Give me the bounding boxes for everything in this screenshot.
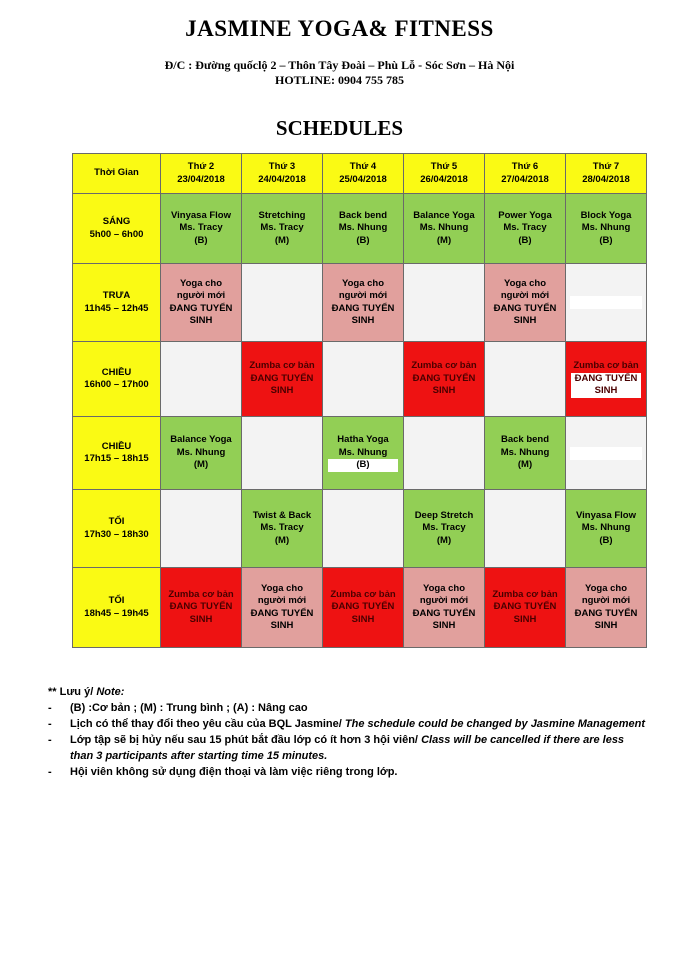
class-line: (M)	[193, 459, 209, 471]
class-line: Yoga cho	[179, 277, 223, 289]
empty-cell	[404, 417, 485, 490]
class-cell	[566, 342, 647, 417]
class-line: Ms. Tracy	[179, 222, 223, 234]
class-line: ĐANG TUYỂN	[412, 372, 476, 384]
class-line: SINH	[270, 620, 294, 631]
blank-strip	[570, 447, 642, 460]
class-line: Ms. Nhung	[338, 446, 388, 458]
class-line: Zumba cơ bản	[168, 588, 234, 600]
class-line: Vinyasa Flow	[170, 209, 231, 221]
class-line: Yoga cho	[341, 277, 385, 289]
note-item: - Lịch có thể thay đổi theo yêu cầu của BQL Jasmine/ The schedule could be changed by Jasmine Management	[48, 718, 646, 730]
class-line: (B)	[328, 459, 398, 472]
class-line: người mới	[338, 290, 388, 301]
time-slot: TRƯA 11h45 – 12h45	[73, 264, 161, 342]
class-line: ĐANG TUYỂN	[574, 607, 638, 619]
class-line: Vinyasa Flow	[575, 509, 636, 521]
class-line: Balance Yoga	[170, 434, 232, 446]
class-line: ĐANG TUYỂN	[250, 607, 314, 619]
class-line: Yoga cho	[503, 277, 547, 289]
empty-cell	[323, 490, 404, 568]
class-line: Ms. Tracy	[503, 222, 547, 234]
class-cell	[161, 568, 242, 648]
class-cell	[242, 194, 323, 264]
note-item: - Lớp tập sẽ bị hủy nếu sau 15 phút bắt đầu lớp có ít hơn 3 hội viên/ Class will be cancelled if there are less than 3 participants after starting time 15 minutes.	[48, 734, 625, 762]
day-header: Thứ 4 25/04/2018	[323, 154, 404, 194]
hotline: HOTLINE: 0904 755 785	[274, 73, 404, 87]
class-line: (B)	[194, 234, 208, 246]
class-line: Zumba cơ bản	[249, 360, 315, 372]
class-line: Ms. Nhung	[176, 446, 226, 458]
class-line: SINH	[270, 385, 294, 397]
class-line: người mới	[176, 290, 226, 301]
note-item: - Hội viên không sử dụng điện thoại và làm việc riêng trong lớp.	[48, 766, 398, 778]
class-line: SINH	[189, 613, 213, 625]
class-line: Back bend	[500, 434, 550, 446]
class-cell	[323, 264, 404, 342]
notes-heading: ** Lưu ý/ Note:	[48, 686, 125, 698]
day-header: Thứ 5 26/04/2018	[404, 154, 485, 194]
class-line: ĐANG TUYỂN	[412, 607, 476, 619]
class-line: (B)	[599, 534, 613, 546]
class-line: (B)	[356, 234, 370, 246]
class-cell	[404, 342, 485, 417]
class-line: Power Yoga	[498, 209, 552, 221]
class-line: Ms. Tracy	[260, 522, 304, 534]
day-header: Thứ 7 28/04/2018	[566, 154, 647, 194]
class-cell	[404, 568, 485, 648]
class-cell	[161, 417, 242, 490]
address: Đ/C : Đường quốclộ 2 – Thôn Tây Đoài – Phù Lỗ - Sóc Sơn – Hà Nội	[164, 58, 515, 72]
class-line: (M)	[436, 534, 452, 546]
empty-cell	[242, 264, 323, 342]
class-cell	[242, 342, 323, 417]
note-item: - (B) :Cơ bản ; (M) : Trung bình ; (A) : Nâng cao	[48, 702, 308, 714]
blank-strip	[570, 296, 642, 309]
class-cell	[242, 568, 323, 648]
class-line: ĐANG TUYỂN	[331, 302, 395, 314]
class-line: người mới	[581, 595, 631, 606]
class-line: SINH	[513, 315, 537, 326]
schedules-heading: SCHEDULES	[275, 116, 404, 140]
class-cell	[242, 490, 323, 568]
class-line: (M)	[517, 459, 533, 471]
class-line: Stretching	[258, 209, 306, 221]
class-line: SINH	[432, 620, 456, 631]
class-line: ĐANG TUYỂN	[571, 373, 641, 386]
class-cell	[485, 568, 566, 648]
class-line: Zumba cơ bản	[330, 588, 396, 600]
empty-cell	[161, 342, 242, 417]
class-cell	[161, 194, 242, 264]
class-line: SINH	[594, 620, 618, 631]
day-header: Thứ 3 24/04/2018	[242, 154, 323, 194]
class-cell	[566, 568, 647, 648]
class-line: ĐANG TUYỂN	[169, 601, 233, 613]
class-cell	[161, 264, 242, 342]
class-line: người mới	[257, 595, 307, 606]
empty-cell	[566, 264, 647, 342]
class-line: (M)	[436, 234, 452, 246]
time-slot: SÁNG 5h00 – 6h00	[73, 194, 161, 264]
class-line: Ms. Nhung	[500, 446, 550, 458]
schedule-table	[72, 153, 647, 648]
class-line: Yoga cho	[584, 582, 628, 594]
class-line: Twist & Back	[252, 509, 312, 521]
empty-cell	[485, 490, 566, 568]
class-cell	[404, 194, 485, 264]
class-line: ĐANG TUYỂN	[493, 601, 557, 613]
class-line: Yoga cho	[422, 582, 466, 594]
day-header: Thứ 6 27/04/2018	[485, 154, 566, 194]
class-line: Balance Yoga	[413, 209, 475, 221]
class-cell	[323, 194, 404, 264]
time-slot: TỐI 17h30 – 18h30	[73, 490, 161, 568]
empty-cell	[323, 342, 404, 417]
class-line: (M)	[274, 534, 290, 546]
class-line: Ms. Nhung	[581, 522, 631, 534]
class-line: SINH	[432, 385, 456, 397]
time-slot: CHIỀU 16h00 – 17h00	[73, 342, 161, 417]
class-line: người mới	[500, 290, 550, 301]
class-line: ĐANG TUYỂN	[169, 302, 233, 314]
notes-section	[48, 684, 648, 780]
time-slot: TỐI 18h45 – 19h45	[73, 568, 161, 648]
class-line: ĐANG TUYỂN	[250, 372, 314, 384]
class-line: Yoga cho	[260, 582, 304, 594]
class-line: Zumba cơ bản	[411, 360, 477, 372]
class-line: Ms. Tracy	[260, 222, 304, 234]
class-line: SINH	[351, 613, 375, 625]
class-cell	[485, 417, 566, 490]
class-cell	[404, 490, 485, 568]
class-line: ĐANG TUYỂN	[493, 302, 557, 314]
empty-cell	[404, 264, 485, 342]
empty-cell	[485, 342, 566, 417]
corner-header: Thời Gian	[73, 154, 161, 194]
class-cell	[566, 490, 647, 568]
time-slot: CHIỀU 17h15 – 18h15	[73, 417, 161, 490]
class-cell	[485, 264, 566, 342]
class-line: SINH	[351, 315, 375, 326]
class-cell	[566, 194, 647, 264]
class-line: Ms. Tracy	[422, 522, 466, 534]
class-cell	[485, 194, 566, 264]
class-line: (B)	[518, 234, 532, 246]
class-line: SINH	[513, 613, 537, 625]
page-title: JASMINE YOGA& FITNESS	[185, 16, 494, 41]
class-line: Zumba cơ bản	[573, 360, 639, 372]
class-line: Zumba cơ bản	[492, 588, 558, 600]
class-cell	[323, 417, 404, 490]
class-line: Ms. Nhung	[581, 222, 631, 234]
class-line: người mới	[419, 595, 469, 606]
class-line: Ms. Nhung	[419, 222, 469, 234]
class-line: Deep Stretch	[414, 509, 474, 521]
empty-cell	[161, 490, 242, 568]
class-line: ĐANG TUYỂN	[331, 601, 395, 613]
class-line: Back bend	[338, 209, 388, 221]
class-line: Block Yoga	[580, 209, 632, 221]
empty-cell	[566, 417, 647, 490]
class-line: Hatha Yoga	[337, 434, 389, 446]
class-line: (M)	[274, 234, 290, 246]
class-line: SINH	[571, 385, 641, 398]
day-header: Thứ 2 23/04/2018	[161, 154, 242, 194]
class-line: Ms. Nhung	[338, 222, 388, 234]
empty-cell	[242, 417, 323, 490]
class-line: SINH	[189, 315, 213, 326]
class-line: (B)	[599, 234, 613, 246]
class-cell	[323, 568, 404, 648]
